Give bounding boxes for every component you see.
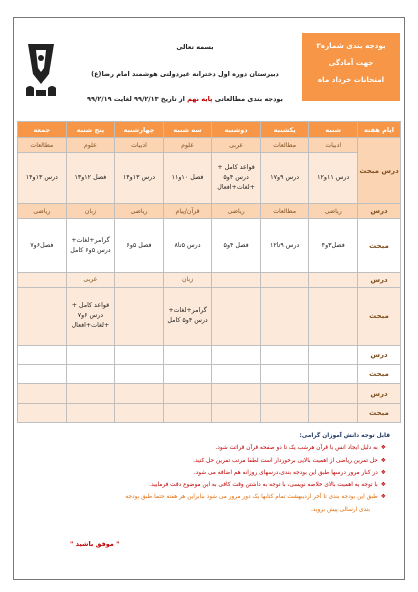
block3-subject-sat [309, 272, 358, 287]
block4-cell [309, 365, 358, 384]
school-logo-icon [22, 40, 60, 100]
block4-cell [163, 365, 212, 384]
block4-cell [163, 345, 212, 364]
block3-label-top: درس [358, 272, 401, 287]
block3-subject-tue: زبان [163, 272, 212, 287]
block1-subject-row [18, 138, 401, 153]
header-sunday: یکشنبه [260, 122, 309, 138]
block1-subject-mon: عربی [212, 138, 261, 153]
block4-cell [260, 345, 309, 364]
block3-subject-row [18, 272, 401, 287]
block4-cell [66, 345, 115, 364]
block4-cell [309, 345, 358, 364]
block1-content-wed: درس ۱۳و۱۴ [115, 153, 164, 204]
note-continuation: بندی ارسالی پیش بروید. [311, 506, 370, 513]
block5-cell [66, 384, 115, 403]
block1-content-sun: درس ۹و۱۷ [260, 153, 309, 204]
plan-prefix: بودجه بندی مطالعاتی [214, 95, 283, 103]
block2-subject-sat: ریاضی [309, 204, 358, 219]
block1-content-row [18, 153, 401, 204]
block3-content-row [18, 287, 401, 345]
block3-subject-mon [212, 272, 261, 287]
block3-subject-sun [260, 272, 309, 287]
block2-content-tue: درس ۵تا۸ [163, 219, 212, 273]
block5-cell [260, 403, 309, 422]
block4-cell [115, 365, 164, 384]
block2-content-sun: درس ۹تا۱۲ [260, 219, 309, 273]
block2-subject-mon: ریاضی [212, 204, 261, 219]
block2-subject-wed: ریاضی [115, 204, 164, 219]
block5-cell [66, 403, 115, 422]
block3-content-sun [260, 287, 309, 345]
block1-label: درس مبحث [358, 138, 401, 204]
note-item [22, 442, 386, 454]
block5-cell [212, 384, 261, 403]
header-wednesday: چهارشنبه [115, 122, 164, 138]
block2-subject-tue: قرآن/پیام [163, 204, 212, 219]
block2-subject-sun: مطالعات [260, 204, 309, 219]
bullet-icon: ❖ [380, 457, 386, 464]
header-friday: جمعه [18, 122, 67, 138]
bullet-icon: ❖ [380, 469, 386, 476]
block5-cell [115, 403, 164, 422]
block5-bottom-row [18, 403, 401, 422]
budget-box-line2: جهت آمادگی [328, 58, 374, 67]
block5-cell [18, 384, 67, 403]
block2-content-sat: فصل۳و۴ [309, 219, 358, 273]
closing-message: " موفق باشید " [70, 540, 120, 548]
block4-label-top: درس [358, 345, 401, 364]
block1-content-sat: درس ۱۱و۱۲ [309, 153, 358, 204]
block3-content-fri [18, 287, 67, 345]
school-name: دبیرستان دوره اول دخترانه غیردولتی هوشمند امام رضا(ع) [91, 70, 279, 78]
schedule-header-row [18, 122, 401, 138]
block4-cell [212, 345, 261, 364]
block2-label-bottom: مبحث [358, 219, 401, 273]
block1-content-fri: درس ۱۳و۱۴ [18, 153, 67, 204]
block2-content-thu: گرامر+لغات+ درس ۵و۶ کامل [66, 219, 115, 273]
block3-subject-wed [115, 272, 164, 287]
block1-subject-tue: علوم [163, 138, 212, 153]
block5-top-row [18, 384, 401, 403]
block2-label-top: درس [358, 204, 401, 219]
bullet-icon: ❖ [380, 494, 386, 501]
block3-content-wed [115, 287, 164, 345]
header-thursday: پنج شنبه [66, 122, 115, 138]
block2-subject-fri: ریاضی [18, 204, 67, 219]
block5-cell [163, 403, 212, 422]
header-monday: دوشنبه [212, 122, 261, 138]
note-text: در کنار مرور درسها طبق این بودجه بندی،درسهای روزانه هم اضافه می شود. [193, 469, 378, 476]
bismillah-heading: بسمه تعالی [176, 43, 214, 51]
bullet-icon: ❖ [380, 482, 386, 489]
schedule-table [17, 121, 401, 423]
block4-cell [212, 365, 261, 384]
note-item [22, 491, 386, 503]
block1-subject-wed: ادبیات [115, 138, 164, 153]
block4-bottom-row [18, 365, 401, 384]
note-item [22, 479, 386, 491]
block5-cell [115, 384, 164, 403]
block4-cell [18, 365, 67, 384]
block3-label-bottom: مبحث [358, 287, 401, 345]
block4-cell [115, 345, 164, 364]
block3-content-sat [309, 287, 358, 345]
block1-content-thu: فصل ۱۲و۱۳ [66, 153, 115, 204]
note-item [22, 467, 386, 479]
notes-section [22, 430, 392, 516]
header-week-days: ایام هفته [358, 122, 401, 138]
plan-grade: پایه نهم [187, 95, 213, 103]
note-text: به دلیل ایجاد انس با قرآن هرشب یک تا دو صفحه قرآن قرائت شود. [215, 445, 378, 452]
block2-content-row [18, 219, 401, 273]
block3-content-mon [212, 287, 261, 345]
notes-title: قابل توجه دانش آموزان گرامی: [299, 433, 390, 439]
block1-subject-sun: مطالعات [260, 138, 309, 153]
note-text: حل تمرین ریاضی از اهمیت بالایی برخوردار است لطفا مرتب تمرین حل کنید. [193, 457, 378, 464]
block5-label-top: درس [358, 384, 401, 403]
block5-cell [212, 403, 261, 422]
block2-content-wed: فصل ۵و۶ [115, 219, 164, 273]
header-tuesday: سه شنبه [163, 122, 212, 138]
block4-cell [260, 365, 309, 384]
note-item [22, 455, 386, 467]
block1-content-tue: فصل ۱۰و۱۱ [163, 153, 212, 204]
plan-title [70, 95, 300, 103]
block5-label-bottom: مبحث [358, 403, 401, 422]
block5-cell [163, 384, 212, 403]
plan-dates: از تاریخ ۹۹/۲/۱۳ لغایت ۹۹/۲/۱۹ [87, 95, 185, 103]
block3-content-tue: گرامر+لغات+ درس ۴و۵ کامل [163, 287, 212, 345]
block4-cell [18, 345, 67, 364]
bullet-icon: ❖ [380, 445, 386, 452]
budget-number-box [302, 33, 400, 101]
block1-subject-sat: ادبیات [309, 138, 358, 153]
note-text: طبق این بودجه بندی تا آخر اردیبهشت تمام کتابها یک دور مرور می شود بنابراین هر هفته حتما طبق بودجه [125, 494, 378, 501]
block5-cell [18, 403, 67, 422]
header-saturday: شنبه [309, 122, 358, 138]
note-text: با توجه به اهمیت بالای خلاصه نویسی، با توجه به داشتن وقت کافی به این موضوع دقت فرمایید. [149, 482, 378, 489]
block4-top-row [18, 345, 401, 364]
block3-content-thu: قواعد کامل + درس ۶و۷ +لغات+افعال [66, 287, 115, 345]
block5-cell [260, 384, 309, 403]
block2-content-mon: فصل ۴و۵ [212, 219, 261, 273]
budget-box-line3: امتحانات خرداد ماه [317, 75, 385, 84]
budget-box-line1: بودجه بندی شماره۳ [316, 41, 386, 50]
block2-subject-thu: زبان [66, 204, 115, 219]
block2-subject-row [18, 204, 401, 219]
block4-label-bottom: مبحث [358, 365, 401, 384]
block1-subject-fri: مطالعات [18, 138, 67, 153]
block5-cell [309, 384, 358, 403]
block4-cell [66, 365, 115, 384]
block1-content-mon: قواعد کامل + درس ۴و۵ +لغات+افعال [212, 153, 261, 204]
block5-cell [309, 403, 358, 422]
block3-subject-thu: عربی [66, 272, 115, 287]
block3-subject-fri [18, 272, 67, 287]
block2-content-fri: فصل۶و۷ [18, 219, 67, 273]
block1-subject-thu: علوم [66, 138, 115, 153]
